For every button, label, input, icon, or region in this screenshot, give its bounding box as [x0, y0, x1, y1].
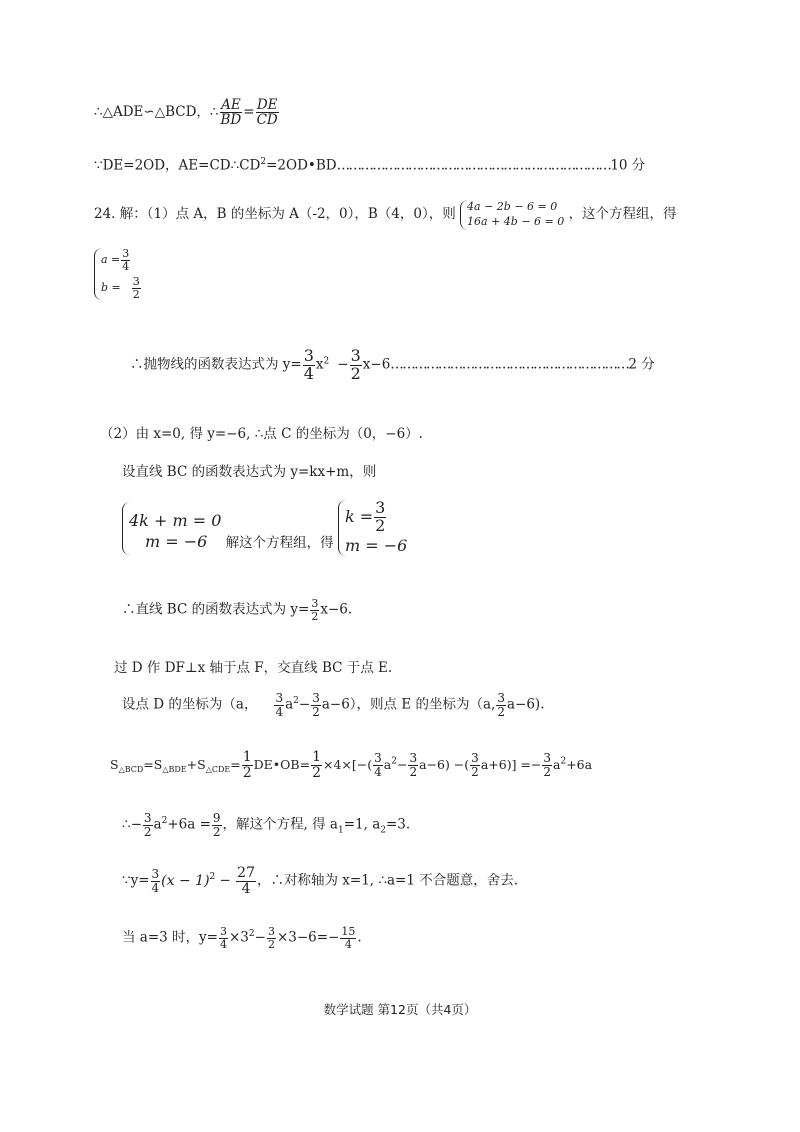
page-footer: 数学试题 第12页（共4页） — [323, 1002, 477, 1017]
solve-equation: ∴− $\frac{3}{2}$ $a^2+6a$ = $\frac{9}{2}$ ，解这个方程, 得 $a_1=1$, $a_2=3$. — [122, 811, 411, 839]
area-expression: $S_{\triangle BCD}=S_{\triangle BDE}+S_{\triangle CDE}=$ $\frac{1}{2}$ DE•OB= $\frac{1}{2}$ ×4×[−( $\frac{3}{4}$ $a^2-$ $\frac{3}{2}$ a−6) −( $\frac{3}{2}$ a+6)] =− $\frac{3}{2}$ $a^2+6a$ — [110, 749, 593, 781]
bc-expression: ∴直线 BC 的函数表达式为 y= $\frac{3}{2}$ x−6. — [122, 597, 353, 623]
parabola-expression: ∴抛物线的函数表达式为 y= $\frac{3}{4}$ $x^2$ − $\frac{3}{2}$ x−6……………………………………………………2 分 — [130, 346, 655, 383]
similar-triangles-line: ∴△ADE∽△BCD，∴ $\frac{AE}{BD}$ = $\frac{DE}{CD}$ — [94, 97, 278, 129]
solution-ab: a = $\frac{3}{4}$ b = $\frac{3}{2}$ — [94, 248, 142, 300]
fraction-de-cd: $\frac{DE}{CD}$ — [256, 97, 278, 129]
final-evaluation: 当 a=3 时，y= $\frac{3}{4}$ $\times 3^2-$ $\frac{3}{2}$ ×3−6=− $\frac{15}{4}$ . — [122, 925, 362, 951]
bc-equation-systems: 4k + m = 0 m = −6 解这个方程组，得 k = $\frac{3}{2}$ m = −6 — [122, 500, 407, 556]
fraction-ae-bd: $\frac{AE}{BD}$ — [220, 97, 242, 129]
q24-line: 24. 解：（1）点 A，B 的坐标为 A（-2，0），B（4，0），则 4a − 2b − 6 = 0 16a + 4b − 6 = 0 ，这个方程组，得 — [94, 200, 677, 228]
bc-setup-line: 设直线 BC 的函数表达式为 y=kx+m，则 — [122, 464, 377, 480]
point-d-coordinates: 设点 D 的坐标为（a， $\frac{3}{4}$ $a^2-$ $\frac{3}{2}$ a−6），则点 E 的坐标为（a, $\frac{3}{2}$ a−6). — [122, 691, 545, 719]
equation-system-1: 4a − 2b − 6 = 0 16a + 4b − 6 = 0 — [460, 200, 564, 230]
part2-line: （2）由 x=0, 得 y=−6, ∴点 C 的坐标为（0，−6）. — [100, 426, 423, 442]
vertex-form: ∵y= $\frac{3}{4}$ $(x - 1)^2$ − $\frac{27}{4}$ ，∴对称轴为 x=1, ∴a=1 不合题意，舍去. — [122, 865, 519, 897]
cd-squared-line: ∵DE=2OD，$AE=CD\therefore CD^2=2OD•BD\dots\dots\dots\dots\dots\dots\dots\dots\dots\dots\dots\dots\dots\dots\dots\dots\dots\dots\dots\dots\dots\dots\dots 10$ 分 — [94, 157, 646, 174]
df-line: 过 D 作 DF⊥x 轴于点 F，交直线 BC 于点 E. — [114, 660, 393, 676]
